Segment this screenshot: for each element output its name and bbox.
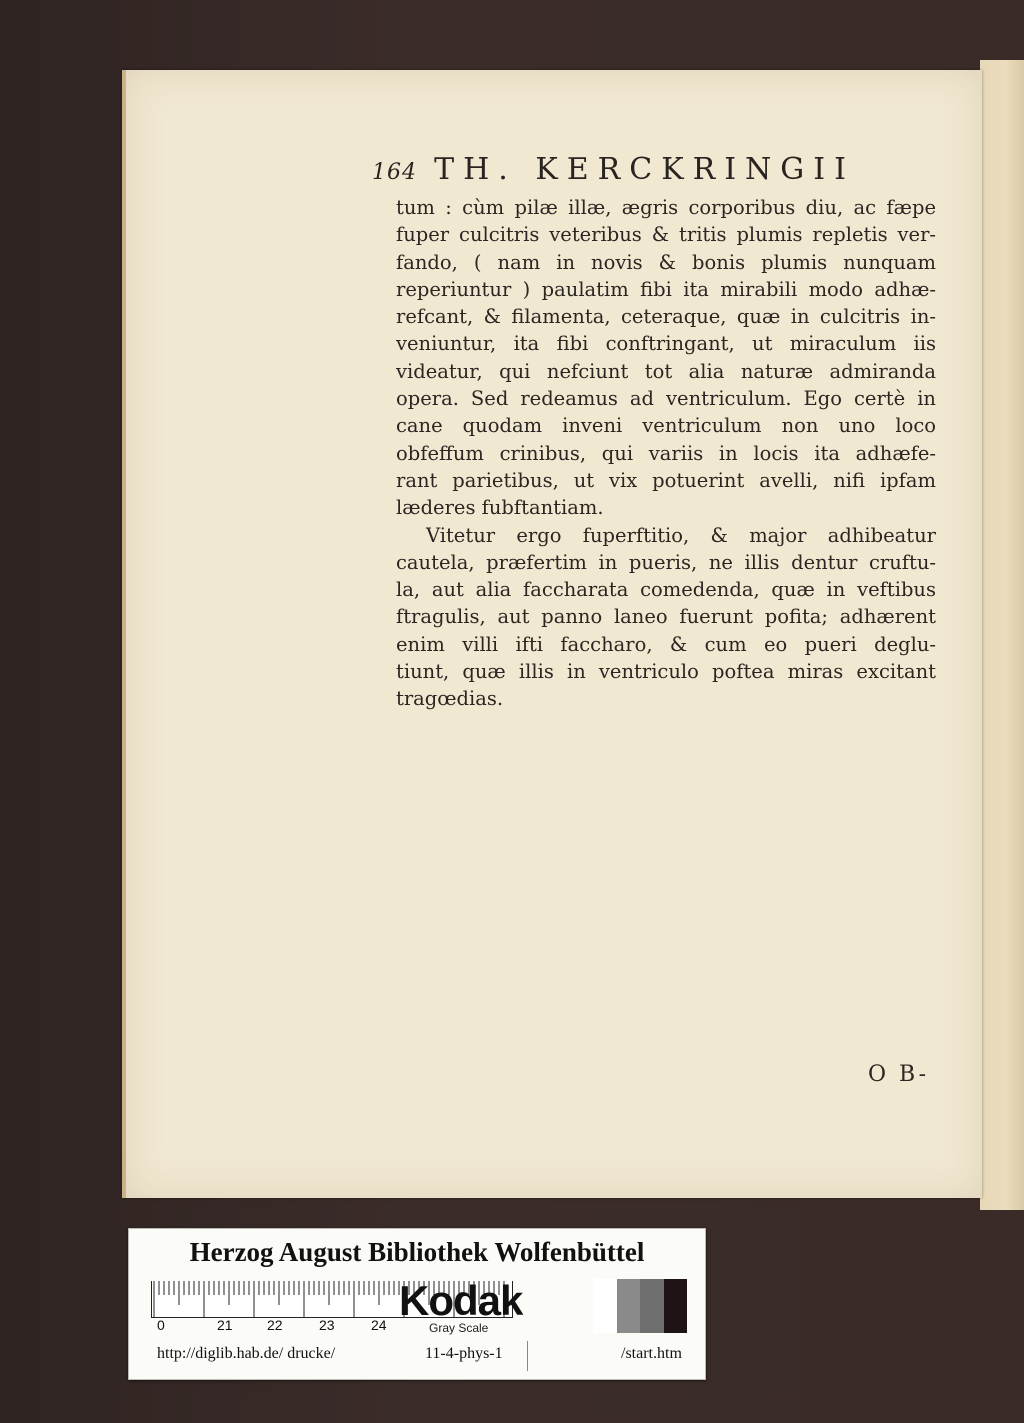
kodak-logo: Kodak [399,1277,523,1324]
facing-page-edge [980,60,1024,1210]
text-line: la, aut alia faccharata comedenda, quæ in veftibus [396,578,936,602]
footer-divider [527,1341,528,1371]
shelfmark: 11-4-phys-1 [425,1345,503,1362]
page-number: 164 [372,160,417,185]
text-line: rant parietibus, ut vix potuerint avelli, nifi ipfam [396,468,936,492]
card-footer [129,1345,705,1375]
ruler-label: 22 [267,1317,283,1333]
text-line: ftragulis, aut panno laneo fuerunt pofita; adhærent [396,605,936,629]
library-name: Herzog August Bibliothek Wolfenbüttel [189,1237,645,1267]
ruler-label: 0 [157,1317,165,1333]
gray-patch [617,1279,641,1333]
text-line: obfeffum crinibus, qui variis in locis ita adhæfe- [396,441,936,465]
catchword: O B- [868,1062,930,1087]
text-line: reperiuntur ) paulatim fibi ita mirabili modo adhæ- [396,277,936,301]
text-line: cane quodam inveni ventriculum non uno loco [396,414,936,438]
gray-scale-label: Gray Scale [429,1321,489,1335]
text-line: cautela, præfertim in pueris, ne illis dentur cruftu- [396,550,936,574]
page-header [372,152,892,192]
text-line: tiunt, quæ illis in ventriculo poftea miras excitant [396,660,936,684]
gray-patch [593,1279,617,1333]
ruler-label: 24 [371,1317,387,1333]
ruler-label: 23 [319,1317,335,1333]
text-line: refcant, & filamenta, ceteraque, quæ in culcitris in- [396,305,936,329]
text-line: Vitetur ergo fuperftitio, & major adhibeatur [426,523,936,547]
text-line: tragœdias. [396,687,504,711]
body-text [396,194,936,713]
card-url: http://diglib.hab.de/ drucke/ [157,1345,336,1362]
color-reference-card [128,1228,706,1380]
running-head: TH. KERCKRINGII [434,152,855,187]
gray-scale-patches [593,1279,687,1333]
text-line: enim villi ifti faccharo, & cum eo pueri deglu- [396,632,936,656]
text-line: fuper culcitris veteribus & tritis plumis repletis ver- [396,223,936,247]
text-line: opera. Sed redeamus ad ventriculum. Ego certè in [396,387,936,411]
text-line: fando, ( nam in novis & bonis plumis nunquam [396,250,936,274]
text-line: videatur, qui nefciunt tot alia naturæ admiranda [396,359,936,383]
ruler-label: 21 [217,1317,233,1333]
start-path: /start.htm [621,1345,682,1362]
text-line: veniuntur, ita fibi conftringant, ut miraculum iis [396,332,936,356]
text-line: læderes fubftantiam. [396,496,604,520]
text-line: tum : cùm pilæ illæ, ægris corporibus diu, ac fæpe [396,196,936,219]
gray-patch [664,1279,688,1333]
gray-patch [640,1279,664,1333]
